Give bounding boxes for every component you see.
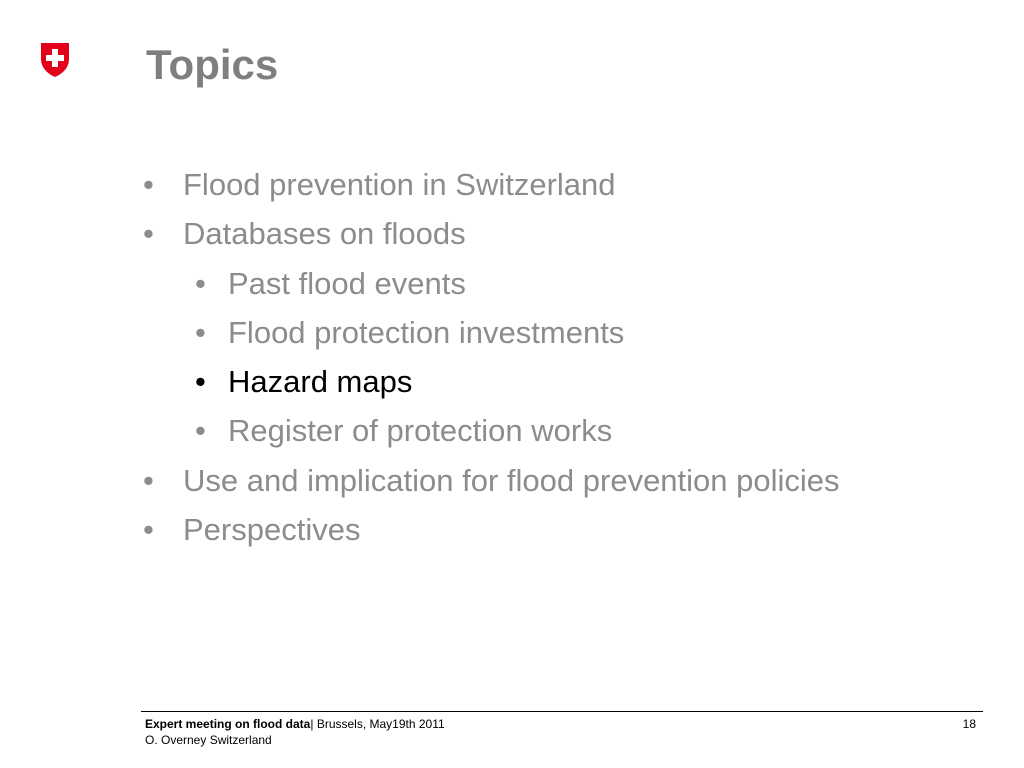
- bullet-item: [0, 505, 1024, 554]
- bullet-item: [0, 160, 1024, 209]
- bullet-text: Perspectives: [183, 512, 361, 548]
- bullet-text: Flood protection investments: [228, 314, 625, 350]
- topics-list: [0, 160, 1024, 554]
- bullet-symbol: •: [195, 265, 206, 301]
- sub-bullet-item: [0, 259, 1024, 308]
- footer-author: O. Overney Switzerland: [145, 733, 272, 747]
- sub-bullet-item: [0, 406, 1024, 455]
- bullet-text: Past flood events: [228, 265, 466, 301]
- bullet-text: Hazard maps: [228, 364, 413, 400]
- bullet-text: Flood prevention in Switzerland: [183, 167, 616, 202]
- bullet-symbol: •: [195, 364, 206, 400]
- bullet-symbol: •: [195, 314, 206, 350]
- bullet-text: Register of protection works: [228, 413, 613, 449]
- swiss-shield-icon: [40, 42, 70, 78]
- bullet-item: [0, 456, 1024, 505]
- page-number: 18: [962, 717, 976, 731]
- bullet-symbol: •: [143, 216, 154, 252]
- bullet-symbol: •: [143, 512, 154, 548]
- bullet-symbol: •: [143, 167, 154, 202]
- sub-bullet-item-current: [0, 357, 1024, 406]
- bullet-text: Use and implication for flood prevention policies: [183, 462, 840, 498]
- bullet-text: Databases on floods: [183, 216, 466, 252]
- footer-location-date: Brussels, May19th 2011: [313, 717, 445, 731]
- bullet-symbol: •: [195, 413, 206, 449]
- footer-event: Expert meeting on flood data: [145, 717, 311, 731]
- slide-title: Topics: [146, 41, 279, 88]
- footer-divider: [141, 711, 983, 712]
- footer-separator: |: [310, 717, 314, 731]
- footer-event-line: [145, 717, 445, 732]
- sub-bullet-item: [0, 308, 1024, 357]
- bullet-item: [0, 209, 1024, 258]
- bullet-symbol: •: [143, 462, 154, 498]
